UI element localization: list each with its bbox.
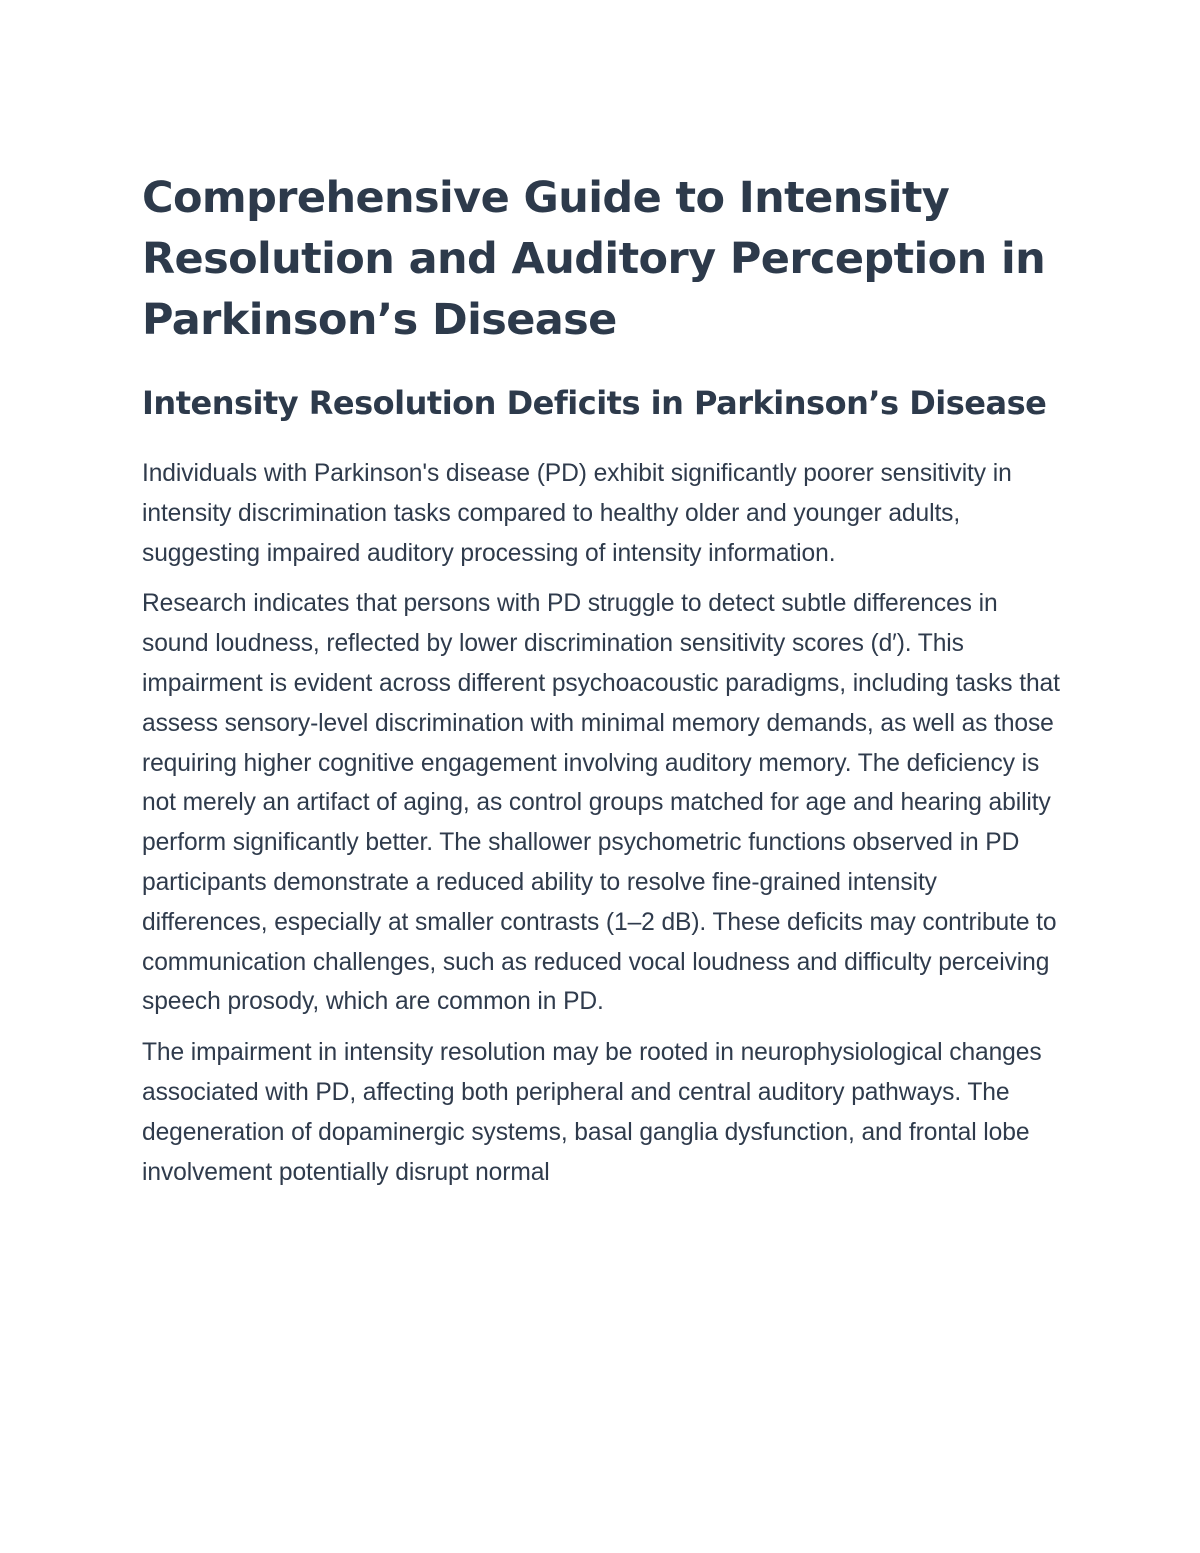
- document-title: Comprehensive Guide to Intensity Resolution and Auditory Perception in Parkinson’s Disease: [142, 173, 1046, 345]
- section-heading: Intensity Resolution Deficits in Parkinson’s Disease: [142, 384, 1047, 422]
- body-paragraph-2: Research indicates that persons with PD struggle to detect subtle differences in sound loudness, reflected by lower discrimination sensitivity scores (d′). This impairment is evident across different psychoacoustic paradigms, including tasks that assess sensory-level discrimination with minimal memory demands, as well as those requiring higher cognitive engagement involving auditory memory. The deficiency is not merely an artifact of aging, as control groups matched for age and hearing ability perform significantly better. The shallower psychometric functions observed in PD participants demonstrate a reduced ability to resolve fine-grained intensity differences, especially at smaller contrasts (1–2 dB). These deficits may contribute to communication challenges, such as reduced vocal loudness and difficulty perceiving speech prosody, which are common in PD.: [142, 590, 1060, 1016]
- body-paragraph-3: The impairment in intensity resolution may be rooted in neurophysiological changes associated with PD, affecting both peripheral and central auditory pathways. The degeneration of dopaminergic systems, basal ganglia dysfunction, and frontal lobe involvement potentially disrupt normal: [142, 1039, 1042, 1186]
- document-page: [142, 168, 1062, 1192]
- body-paragraph-1: Individuals with Parkinson's disease (PD) exhibit significantly poorer sensitivity in intensity discrimination tasks compared to healthy older and younger adults, suggesting impaired auditory processing of intensity information.: [142, 460, 1012, 567]
